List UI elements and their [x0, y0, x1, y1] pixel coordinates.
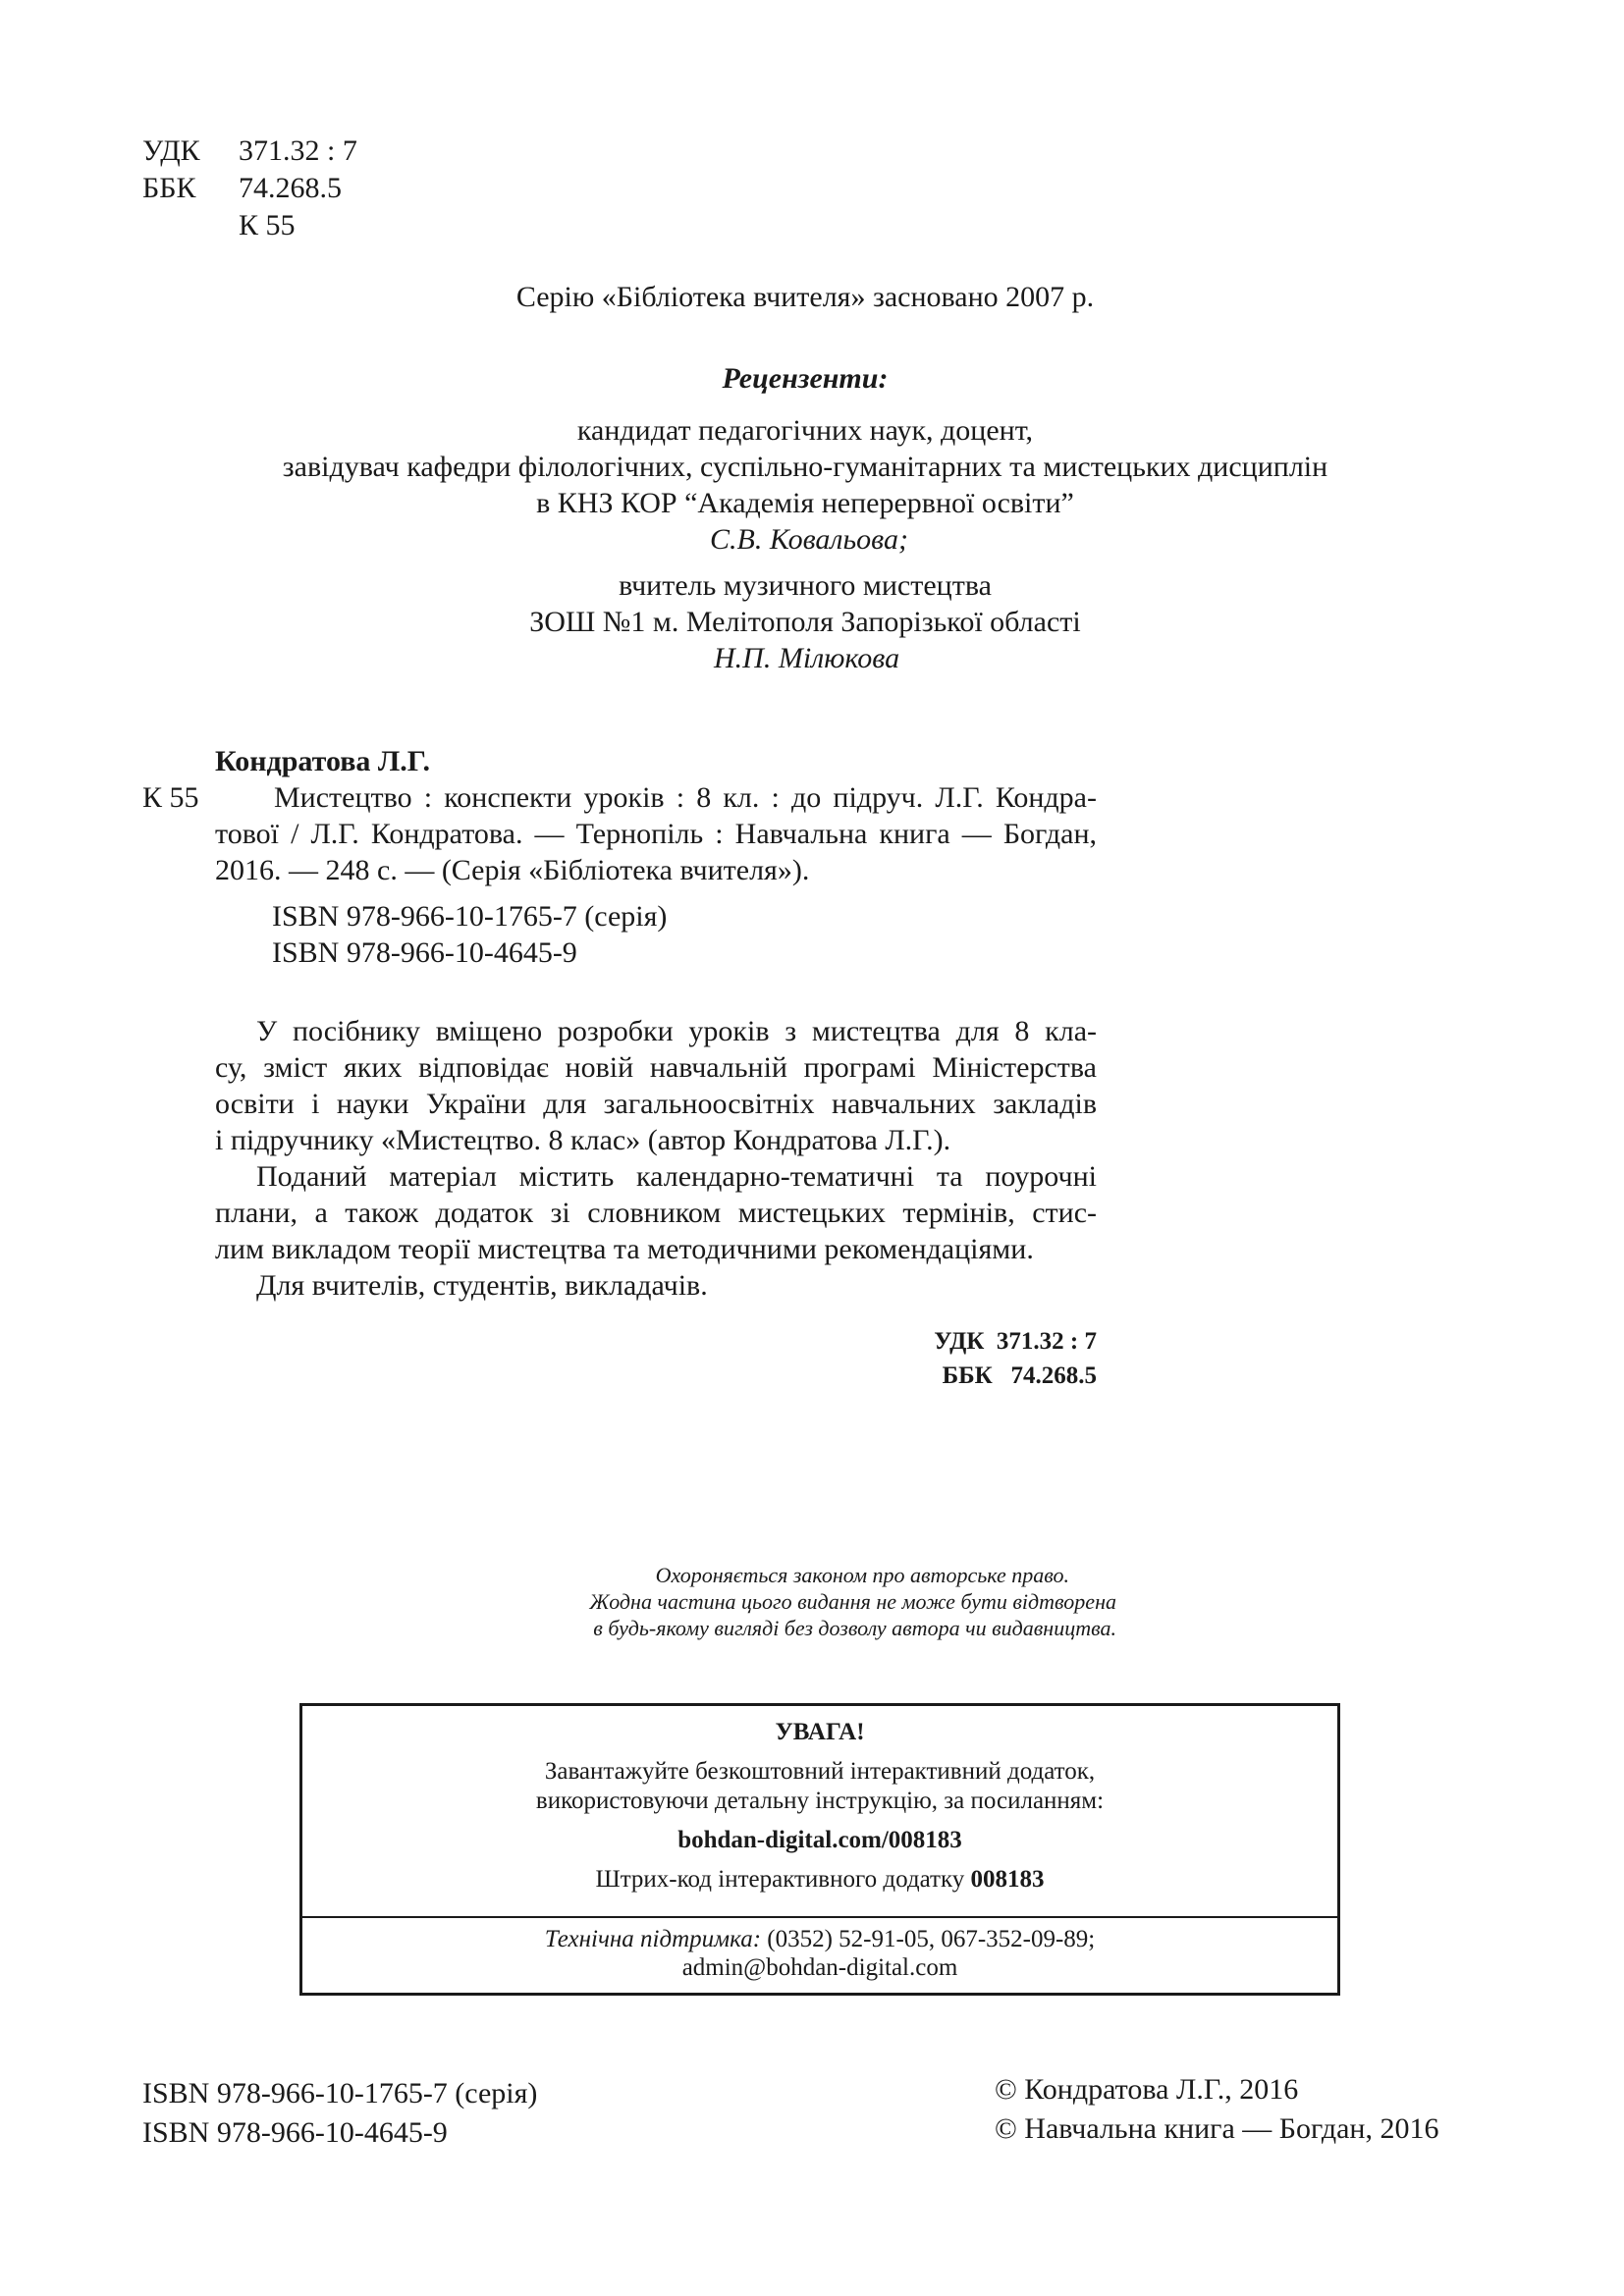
barcode-text: Штрих-код інтерактивного додатку	[595, 1866, 971, 1893]
biblio-line3: 2016. — 248 с. — (Серія «Бібліотека вчителя»).	[215, 854, 810, 886]
biblio-author: Кондратова Л.Г.	[215, 745, 430, 777]
annotation-line-3: освіти і науки України для загальноосвітніх навчальних закладів	[215, 1088, 1097, 1120]
annotation-line-5: Поданий матеріал містить календарно-тематичні та поурочні	[256, 1160, 1097, 1193]
classification-bbk: ББК 74.268.5	[942, 1362, 1097, 1389]
reviewer1-name: С.В. Ковальова;	[710, 523, 908, 556]
biblio-line1: Мистецтво : конспекти уроків : 8 кл. : до підруч. Л.Г. Кондра-	[274, 781, 1097, 814]
notice-support	[302, 1925, 1337, 1954]
annotation-line-2: су, зміст яких відповідає новій навчальній програмі Міністерства	[215, 1051, 1097, 1084]
bbk-row	[142, 170, 342, 207]
support-label: Технічна підтримка:	[544, 1926, 762, 1952]
annotation-line-1: У посібнику вміщено розробки уроків з мистецтва для 8 кла-	[256, 1015, 1097, 1047]
annotation-line-8: Для вчителів, студентів, викладачів.	[256, 1269, 708, 1302]
classification-udk: УДК 371.32 : 7	[934, 1328, 1097, 1355]
reviewer2-line2: ЗОШ №1 м. Мелітополя Запорізької області	[529, 606, 1081, 638]
biblio-isbn1: ISBN 978-966-10-1765-7 (серія)	[272, 900, 668, 933]
series-note: Серію «Бібліотека вчителя» засновано 2007 р.	[515, 281, 1095, 313]
biblio-mark: К 55	[142, 781, 199, 814]
reviewer1-line3: в КНЗ КОР “Академія неперервної освіти”	[536, 487, 1074, 519]
reviewer1-line2: завідувач кафедри філологічних, суспільно-гуманітарних та мистецьких дисциплін	[282, 451, 1328, 483]
notice-divider	[302, 1916, 1337, 1918]
notice-line1: Завантажуйте безкоштовний інтерактивний додаток,	[544, 1758, 1096, 1785]
annotation-line-4: і підручнику «Мистецтво. 8 клас» (автор Кондратова Л.Г.).	[215, 1124, 951, 1156]
udk-row	[142, 133, 357, 170]
reviewer1-line1: кандидат педагогічних наук, доцент,	[576, 414, 1034, 447]
notice-box	[299, 1703, 1340, 1996]
biblio-line2: тової / Л.Г. Кондратова. — Тернопіль : Навчальна книга — Богдан,	[215, 818, 1097, 850]
copyright-notice-line3: в будь-якому вигляді без дозволу автора чи видавництва.	[593, 1616, 1116, 1640]
annotation-line-7: лим викладом теорії мистецтва та методичними рекомендаціями.	[215, 1233, 1034, 1265]
biblio-isbn2: ISBN 978-966-10-4645-9	[272, 936, 577, 969]
footer-copyright1: © Кондратова Л.Г., 2016	[995, 2073, 1299, 2106]
notice-title: УВАГА!	[775, 1719, 865, 1745]
support-phones: (0352) 52-91-05, 067-352-09-89;	[761, 1926, 1096, 1952]
bbk-label: ББК	[142, 172, 196, 204]
author-mark: К 55	[239, 209, 296, 241]
copyright-notice-line2: Жодна частина цього видання не може бути відтворена	[589, 1589, 1116, 1614]
footer-isbn2: ISBN 978-966-10-4645-9	[142, 2116, 448, 2149]
footer-copyright2: © Навчальна книга — Богдан, 2016	[995, 2112, 1439, 2145]
copyright-notice-line1: Охороняється законом про авторське право.	[655, 1563, 1069, 1587]
author-mark-row	[142, 207, 296, 244]
barcode-code: 008183	[970, 1866, 1045, 1893]
udk-label: УДК	[142, 134, 200, 167]
notice-link[interactable]: bohdan-digital.com/008183	[677, 1827, 962, 1853]
reviewers-heading: Рецензенти:	[722, 362, 889, 395]
notice-barcode	[302, 1865, 1337, 1895]
footer-isbn1: ISBN 978-966-10-1765-7 (серія)	[142, 2077, 538, 2109]
notice-line2: використовуючи детальну інструкцію, за посиланням:	[535, 1788, 1105, 1814]
udk-value: 371.32 : 7	[239, 134, 357, 167]
reviewer2-line1: вчитель музичного мистецтва	[619, 569, 992, 602]
reviewer2-name: Н.П. Мілюкова	[714, 642, 900, 674]
annotation-line-6: плани, а також додаток зі словником мистецьких термінів, стис-	[215, 1197, 1097, 1229]
support-email[interactable]: admin@bohdan-digital.com	[681, 1954, 958, 1981]
bbk-value: 74.268.5	[239, 172, 342, 204]
